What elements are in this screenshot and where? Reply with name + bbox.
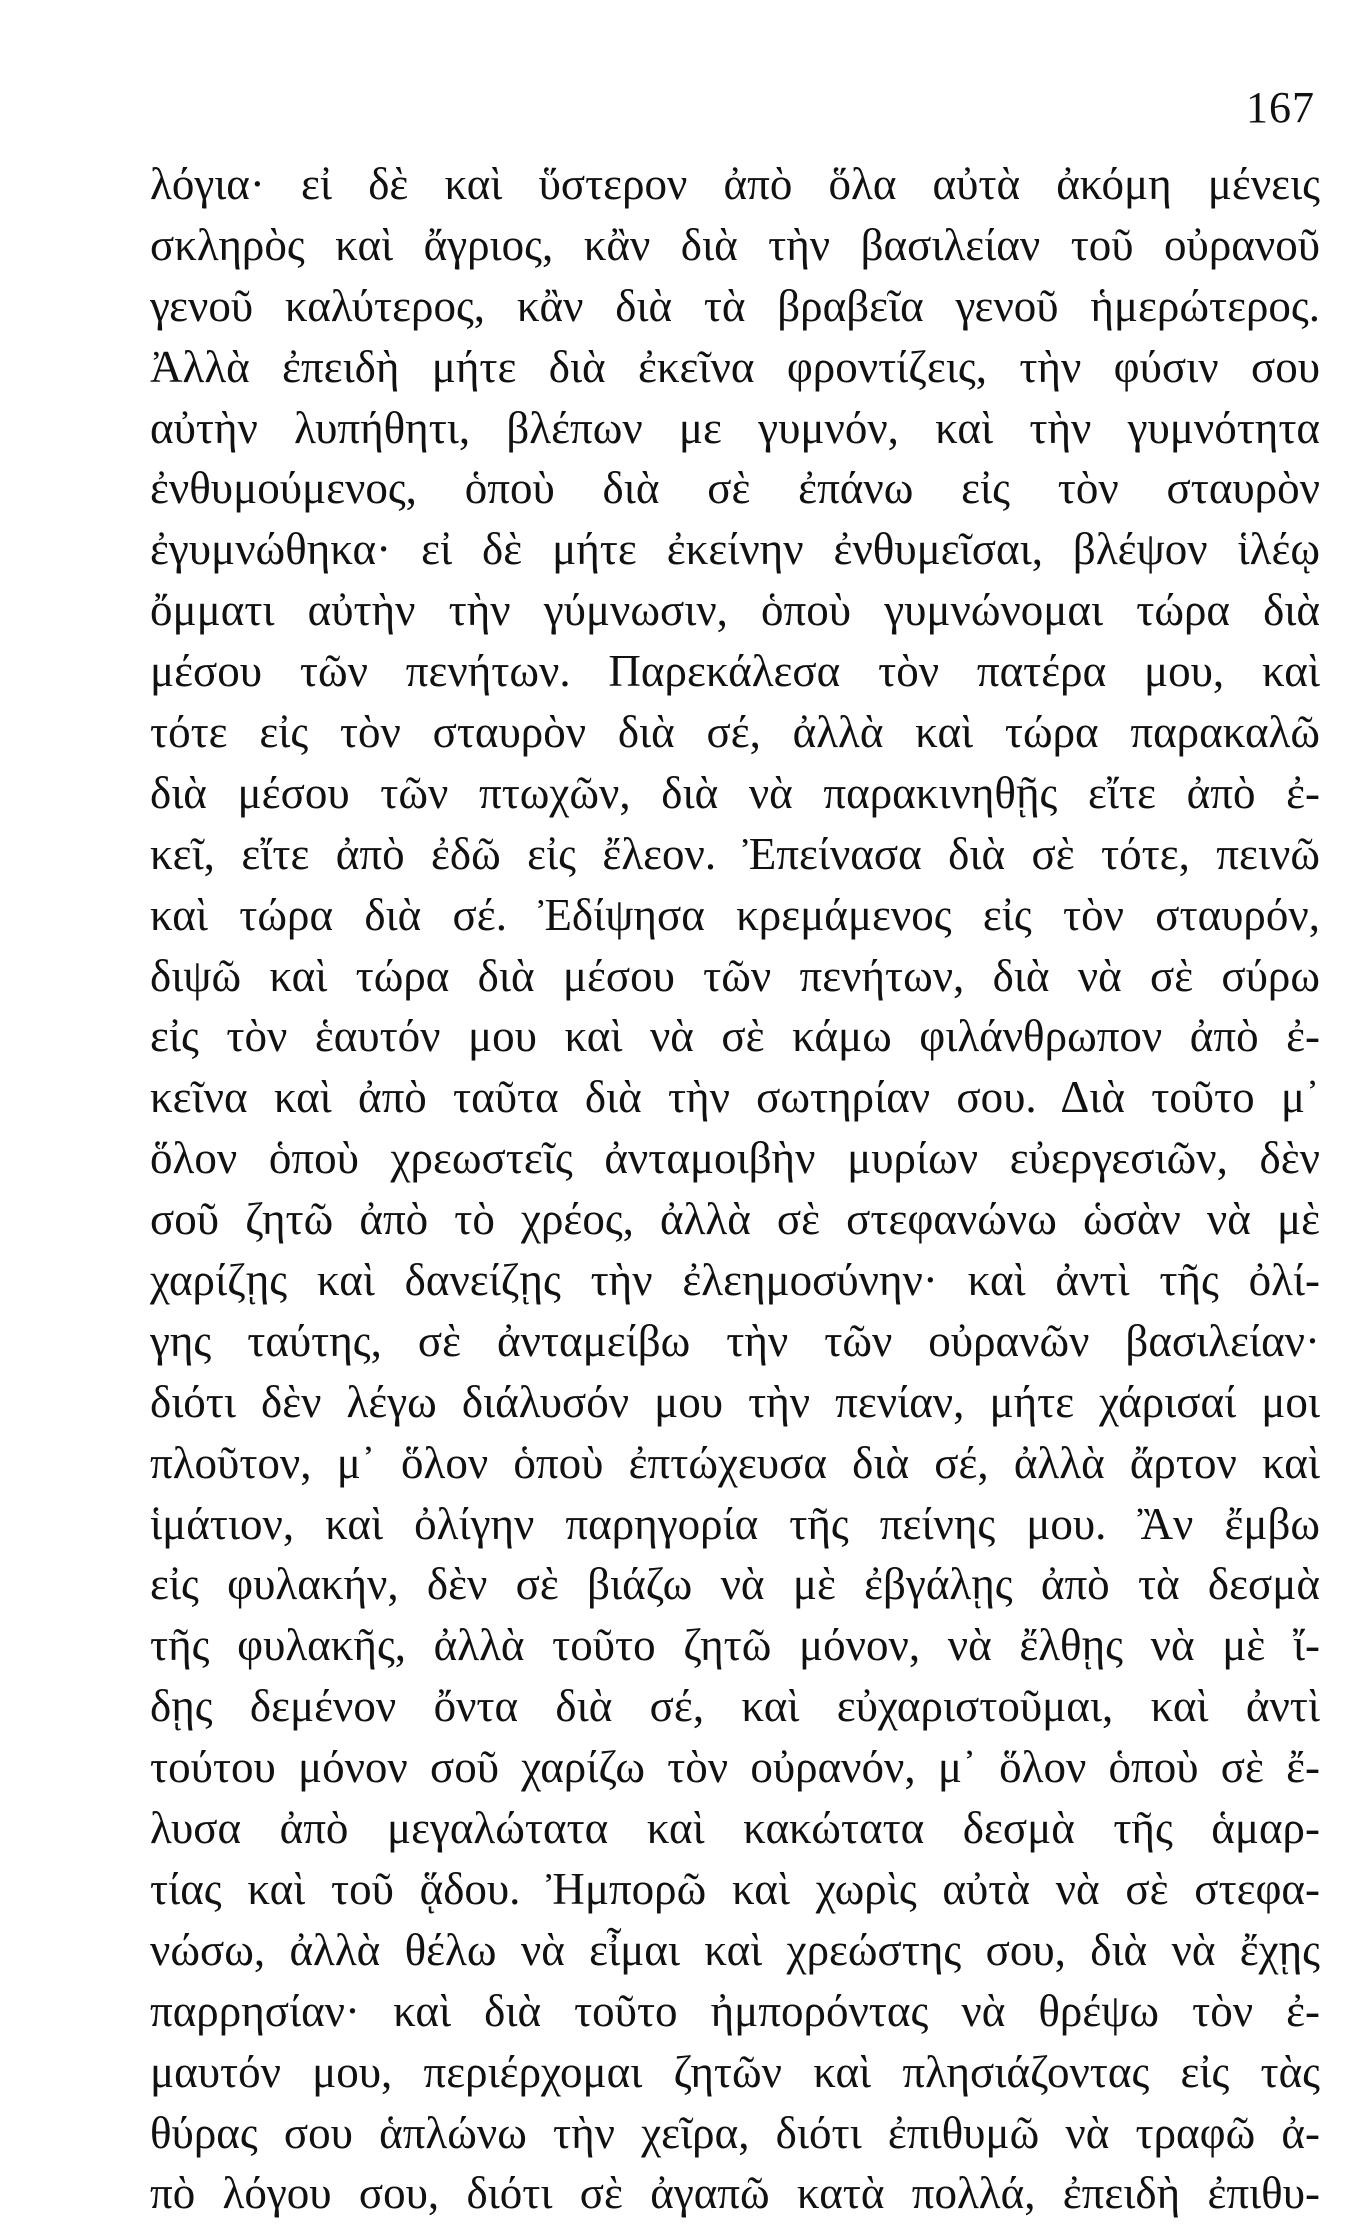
text-line: λόγια· εἰ δὲ καὶ ὕστερον ἀπὸ ὅλα αὐτὰ ἀκόμη μένεις: [150, 159, 1320, 209]
text-line: Ἀλλὰ ἐπειδὴ μήτε διὰ ἐκεῖνα φροντίζεις, τὴν φύσιν σου: [150, 341, 1320, 392]
text-line: αὐτὴν λυπήθητι, βλέπων με γυμνόν, καὶ τὴν γυμνότητα: [150, 402, 1320, 453]
text-line: λυσα ἀπὸ μεγαλώτατα καὶ κακώτατα δεσμὰ τῆς ἁμαρ-: [150, 1803, 1320, 1854]
text-line: γενοῦ καλύτερος, κἂν διὰ τὰ βραβεῖα γενοῦ ἡμερώτερος.: [150, 280, 1320, 331]
text-line: εἰς τὸν ἑαυτόν μου καὶ νὰ σὲ κάμω φιλάνθρωπον ἀπὸ ἐ-: [150, 1011, 1320, 1062]
body-text: [150, 154, 1320, 2224]
text-line: διὰ μέσου τῶν πτωχῶν, διὰ νὰ παρακινηθῇς εἴτε ἀπὸ ἐ-: [150, 767, 1320, 818]
text-line: κεῖ, εἴτε ἀπὸ ἐδῶ εἰς ἔλεον. Ἐπείνασα διὰ σὲ τότε, πεινῶ: [150, 828, 1320, 879]
page-number: 167: [1246, 83, 1315, 132]
text-line: τούτου μόνον σοῦ χαρίζω τὸν οὐρανόν, μ᾽ ὅλον ὁποὺ σὲ ἔ-: [150, 1742, 1320, 1793]
text-line: διψῶ καὶ τώρα διὰ μέσου τῶν πενήτων, διὰ νὰ σὲ σύρω: [150, 950, 1320, 1001]
text-line: χαρίζῃς καὶ δανείζῃς τὴν ἐλεημοσύνην· καὶ ἀντὶ τῆς ὀλί-: [150, 1255, 1320, 1306]
text-line: πλοῦτον, μ᾽ ὅλον ὁποὺ ἐπτώχευσα διὰ σέ, ἀλλὰ ἄρτον καὶ: [150, 1437, 1320, 1488]
text-line: εἰς φυλακήν, δὲν σὲ βιάζω νὰ μὲ ἐβγάλῃς ἀπὸ τὰ δεσμὰ: [150, 1559, 1320, 1610]
text-line: καὶ τώρα διὰ σέ. Ἐδίψησα κρεμάμενος εἰς τὸν σταυρόν,: [150, 889, 1320, 940]
text-line: ἐγυμνώθηκα· εἰ δὲ μήτε ἐκείνην ἐνθυμεῖσαι, βλέψον ἱλέῳ: [150, 524, 1320, 575]
text-line: μέσου τῶν πενήτων. Παρεκάλεσα τὸν πατέρα μου, καὶ: [150, 646, 1320, 697]
text-line: τότε εἰς τὸν σταυρὸν διὰ σέ, ἀλλὰ καὶ τώρα παρακαλῶ: [150, 707, 1320, 758]
text-line: μαυτόν μου, περιέρχομαι ζητῶν καὶ πλησιάζοντας εἰς τὰς: [150, 2046, 1320, 2097]
text-line: ὄμματι αὐτὴν τὴν γύμνωσιν, ὁποὺ γυμνώνομαι τώρα διὰ: [150, 585, 1320, 636]
text-line: διότι δὲν λέγω διάλυσόν μου τὴν πενίαν, μήτε χάρισαί μοι: [150, 1376, 1320, 1427]
text-line: κεῖνα καὶ ἀπὸ ταῦτα διὰ τὴν σωτηρίαν σου. Διὰ τοῦτο μ᾽: [150, 1072, 1320, 1123]
text-line: θύρας σου ἁπλώνω τὴν χεῖρα, διότι ἐπιθυμῶ νὰ τραφῶ ἀ-: [150, 2107, 1320, 2158]
text-line: παρρησίαν· καὶ διὰ τοῦτο ἠμπορόντας νὰ θρέψω τὸν ἐ-: [150, 1985, 1320, 2036]
text-line: σοῦ ζητῶ ἀπὸ τὸ χρέος, ἀλλὰ σὲ στεφανώνω ὡσὰν νὰ μὲ: [150, 1194, 1320, 1245]
text-line: πὸ λόγου σου, διότι σὲ ἀγαπῶ κατὰ πολλά, ἐπειδὴ ἐπιθυ-: [150, 2168, 1320, 2219]
text-line: ἐνθυμούμενος, ὁποὺ διὰ σὲ ἐπάνω εἰς τὸν σταυρὸν: [150, 463, 1320, 514]
text-line: τίας καὶ τοῦ ᾅδου. Ἠμπορῶ καὶ χωρὶς αὐτὰ νὰ σὲ στεφα-: [150, 1863, 1320, 1914]
text-line: ὅλον ὁποὺ χρεωστεῖς ἀνταμοιβὴν μυρίων εὐεργεσιῶν, δὲν: [150, 1133, 1320, 1184]
text-line: δῃς δεμένον ὄντα διὰ σέ, καὶ εὐχαριστοῦμαι, καὶ ἀντὶ: [150, 1681, 1320, 1732]
text-line: νώσω, ἀλλὰ θέλω νὰ εἶμαι καὶ χρεώστης σου, διὰ νὰ ἔχῃς: [150, 1924, 1320, 1975]
text-line: σκληρὸς καὶ ἄγριος, κἂν διὰ τὴν βασιλείαν τοῦ οὐρανοῦ: [150, 219, 1320, 270]
text-line: τῆς φυλακῆς, ἀλλὰ τοῦτο ζητῶ μόνον, νὰ ἔλθῃς νὰ μὲ ἴ-: [150, 1620, 1320, 1671]
text-line: ἱμάτιον, καὶ ὀλίγην παρηγορία τῆς πείνης μου. Ἂν ἔμβω: [150, 1498, 1320, 1549]
text-line: γης ταύτης, σὲ ἀνταμείβω τὴν τῶν οὐρανῶν βασιλείαν·: [150, 1315, 1320, 1366]
